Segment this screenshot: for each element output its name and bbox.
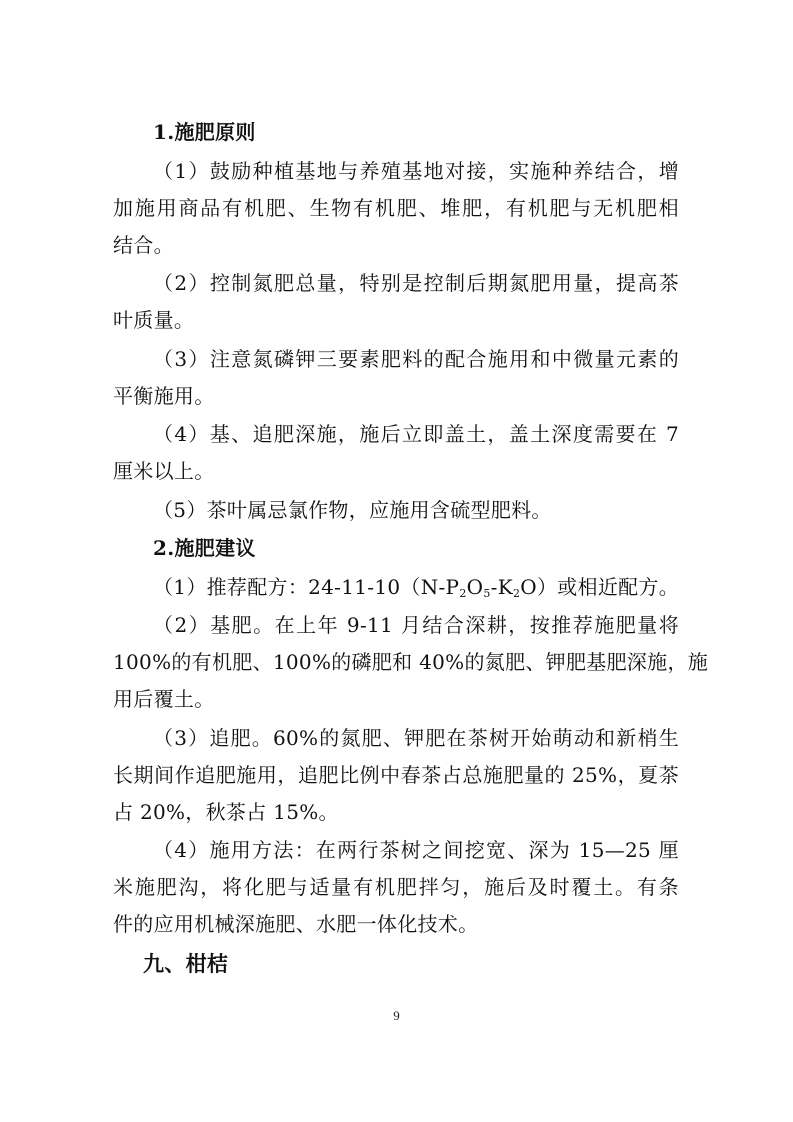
paragraph-line: （4）施用方法：在两行茶树之间挖宽、深为 15—25 厘 — [153, 838, 679, 862]
page-number: 9 — [393, 1008, 400, 1023]
paragraph-line: 长期间作追肥施用，追肥比例中春茶占总施肥量的 25%，夏茶 — [113, 762, 679, 787]
paragraph-line: 加施用商品有机肥、生物有机肥、堆肥，有机肥与无机肥相 — [113, 195, 679, 220]
principle-paragraph-4 — [113, 416, 679, 490]
paragraph-line: （1）鼓励种植基地与养殖基地对接，实施种养结合，增 — [153, 158, 679, 183]
principle-paragraph-2 — [113, 265, 679, 339]
paragraph-line: （3）追肥。60%的氮肥、钾肥在茶树开始萌动和新梢生 — [153, 725, 679, 750]
formula-subscript-o: 5 — [483, 586, 491, 600]
paragraph-line: 占 20%，秋茶占 15%。 — [113, 799, 339, 824]
formula-o: O — [466, 574, 484, 599]
advice-paragraph-method — [113, 832, 679, 943]
paragraph-line: 结合。 — [113, 232, 174, 257]
formula-k: -K — [490, 574, 513, 599]
principle-paragraph-3 — [113, 341, 679, 415]
paragraph-line: （2）基肥。在上年 9-11 月结合深耕，按推荐施肥量将 — [153, 613, 679, 637]
paragraph-line: 平衡施用。 — [113, 383, 215, 408]
paragraph-line: （4）基、追肥深施，施后立即盖土，盖土深度需要在 7 — [153, 422, 679, 446]
principle-paragraph-5 — [113, 492, 679, 529]
document-body — [113, 114, 709, 982]
advice-paragraph-formula — [113, 569, 679, 606]
paragraph-line: 米施肥沟，将化肥与适量有机肥拌匀，施后及时覆土。有条 — [113, 875, 679, 899]
section-heading-fertilization-advice: 2.施肥建议 — [153, 536, 256, 560]
formula-prefix: （1）推荐配方：24-11-10（N-P — [153, 574, 460, 599]
paragraph-line: （3）注意氮磷钾三要素肥料的配合施用和中微量元素的 — [153, 346, 679, 371]
paragraph-line: （2）控制氮肥总量，特别是控制后期氮肥用量，提高茶 — [153, 271, 679, 295]
formula-subscript-p: 2 — [459, 586, 467, 600]
advice-paragraph-base-fertilizer — [113, 607, 709, 718]
formula-line — [113, 569, 679, 606]
paragraph-line: 100%的有机肥、100%的磷肥和 40%的氮肥、钾肥基肥深施，施 — [113, 650, 709, 674]
formula-suffix: O）或相近配方。 — [520, 574, 680, 599]
paragraph-line: （5）茶叶属忌氯作物，应施用含硫型肥料。 — [153, 497, 552, 522]
advice-paragraph-topdressing — [113, 720, 679, 831]
principle-paragraph-1 — [113, 153, 679, 264]
chapter-heading-citrus: 九、柑桔 — [143, 951, 229, 976]
paragraph-line: 用后覆土。 — [113, 687, 215, 711]
formula-subscript-k: 2 — [512, 586, 521, 600]
paragraph-line: 叶质量。 — [113, 308, 195, 332]
paragraph-line: 厘米以上。 — [113, 459, 215, 483]
paragraph-line: 件的应用机械深施肥、水肥一体化技术。 — [113, 912, 479, 936]
section-heading-fertilization-principles: 1.施肥原则 — [153, 120, 256, 144]
